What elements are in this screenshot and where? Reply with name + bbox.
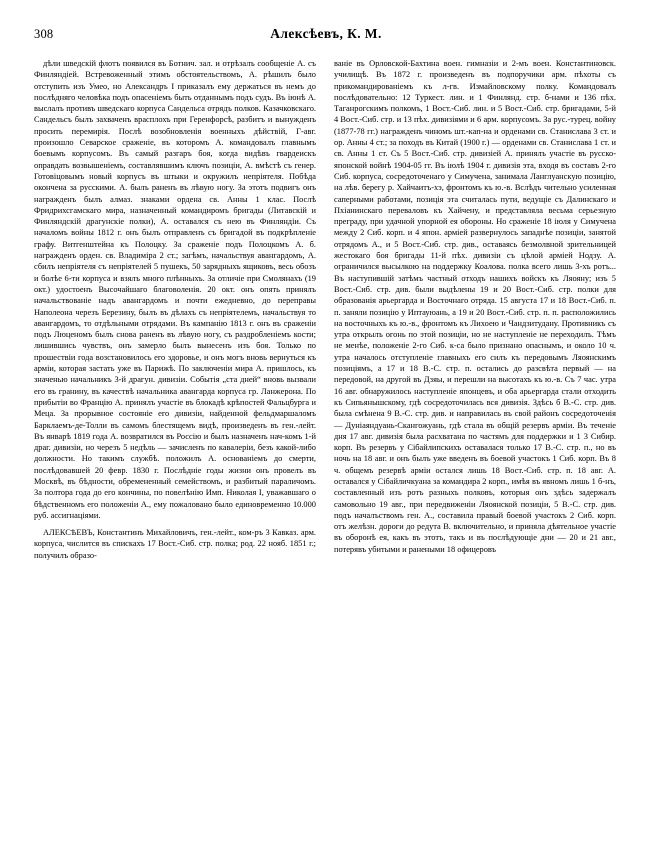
entry-heading-alekseev: АЛЕКСѢЕВЪ, Константинъ Михайловичъ, ген.-лейт., ком-ръ 3 Кавказ. арм. корпуса, числится въ спискахъ 17 Вост.-Сиб. стр. полка; род. 22 нояб. 1851 г.; получилъ образо- (34, 528, 316, 560)
text-columns (34, 58, 616, 848)
paragraph: дѣли шведскій флотъ появился въ Ботнич. зал. и отрѣзалъ сообщеніе А. съ Финляндіей. Встревоженный этимъ обстоятельствомъ, А. рѣшилъ было отступить изъ Умео, но Александръ I приказалъ ему держаться въ немъ до послѣдняго человѣка подъ опасеніемъ быть отданнымъ подъ судъ. Въ іюнѣ А. выслалъ противъ шведскаго корпуса Сандельса отрядъ полков. Казачковскаго. Сандельсъ былъ захваченъ врасплохъ при Геренфорсѣ, разбитъ и вынужденъ просить перемирія. Послѣ возобновленія военныхъ дѣйствій, Г-авг. произошло Севарское сраженіе, въ которомъ А. командовалъ главнымъ боевымъ корпусомъ. Въ самый разгаръ боя, когда видѣвъ гвардеискъ оправдать возвышеніемъ, составлявшимъ ключъ позиціи, А. вмѣстѣ съ генер. Готовіцовымъ новый корпусъ въ штыки и окружилъ непріятеля. Побѣда окончена за русскими. А. былъ раненъ въ лѣвую ногу. За этотъ подвигъ онъ награжденъ былъ алмаз. знаками ордена св. Анны 1 клас. Послѣ Фридрихсгамскаго мира, назначенный командиромъ бригады (Литавскій и Финляндскій драгунскіе полки), А. оставался съ нею въ Финляндіи. Съ началомъ войны 1812 г. онъ былъ отправленъ съ бригадой въ подкрѣпленіе графу. Витгенштейна къ Полоцку. За сраженіе подъ Полоцкомъ А. б. награжденъ орден. св. Владиміра 2 ст.; загѣмъ, начальствуя авангардомъ, А. сбилъ непріятеля съ непріятелей 5 пушекъ, 50 зарядныхъ ящиковъ, весь обозъ и болѣе 6-ти корпуса и взялъ много плѣнныхъ. За отличіе при Смолянахъ (19 окт.) удостоенъ Высочайшаго благоволенія. 20 окт. онъ опять принялъ начальствованіе надъ авангардомъ и почти ежедневно, до переправы Наполеона черезъ Березину, былъ въ дѣлахъ съ непріятелемъ, начальствуя то авангардомъ, то отдѣльными отрядами. Въ кампанію 1813 г. онъ въ сраженіи подъ Люценомъ былъ снова раненъ въ лѣвую ногу, съ раздробленіемъ кости; лишившись чувствъ, онъ замерло былъ вынесенъ изъ боя. Только по прошествіи года возстановилось его здоровье, и онъ могъ вновь вернуться къ арміи, которая застать уже въ Парижѣ. По заключеніи мира А. пришлось, къ значенью начальникъ 3-й драгун. дивизіи. Событія „ста дней“ вновь вызвали его въ гранину, въ качествѣ начальника авангарда корпуса гр. Ланжерона. По прибытіи во Францію А. принялъ участіе въ блокадѣ крѣпостей Фальцбурга и Меца. За прорывное состояніе его дивизіи, найденной фельдмаршаломъ Барклаемъ-де-Толли въ самомъ блестящемъ видѣ, произведенъ въ ген.-лейт. Въ январѣ 1819 года А. возвратился въ Россію и былъ назначенъ нач-комъ 1-й драг. дивизіи, но черезъ 5 недѣль — зачисленъ по кавалеріи, безъ какой-либо должности. Но такимъ службѣ. положилъ А. основаніемъ до смерти, послѣдовавшей 20 февр. 1830 г. Послѣдніе годы жизни онъ провелъ въ Москвѣ, въ бѣдности, обремененный семействомъ, и разбитый параличомъ. За полтора года до его кончины, по повелѣнію Имп. Николая I, уважавшаго о бѣдственномъ его положеніи А., ему пожаловано было единовременно 10.000 руб. ассигнаціями. (34, 59, 316, 520)
paragraph: ваніе въ Орловской-Бахтина воен. гимназіи и 2-мъ воен. Константиновск. училищѣ. Въ 1872 г. произведенъ въ подпоручики арм. пѣхоты съ прикомандированіемъ къ л-гв. Измайловскому полку. Командовалъ послѣдовательно: 12 Туркест. лин. и 1 Финлянд. стр. б-нами и 136 пѣх. Таганрогскимъ полкомъ, 1 Вост.-Сиб. лин. и 5 Вост.-Сиб. стр. бригадами, 5-й 4 Вост.-Сиб. стр. и 13 пѣх. дивизіями и 6 арм. корпусомъ. За рус.-турец. войну (1877-78 гг.) награжденъ чиномъ шт.-кап-на и орденами св. Станислава 3 ст. и ор. Анны 4 ст.; за походъ въ Китай (1900 г.) — орденами св. Станислава 1 ст. и св. Анны 1 ст. Съ 5 Вост.-Сиб. стр. дивизіей А. принялъ участіе въ русско-японской войнѣ 1904-05 гг. Въ іюлѣ 1904 г. дивизія эта, входя въ составъ 2-го Сиб. корпуса, сосредоточенаго у Симучена, занимала Ланглуанскую позицію, на лѣв. берегу р. Хайчаитъ-хэ, фронтомъ къ ю.-в. Вслѣдъ чительно усиленная саперными работами, позиція эта считалась пути, ведущіе съ Далинскаго и Пхіанинскаго переваловъ къ Хайчену, и представляла весьма серьезную преграду, при удачной упорной ея обороны. Но сраженіе 18 іюля у Симучена между 2 Сиб. корп. и 4 япон. арміей развернулось западнѣе позиціи, занятой отрядомъ А., и 5 Вост.-Сиб. стр. див., оставаясь безмолвной зрительницей жестокаго боя бригады 11-й пѣх. дивизіи съ цѣлой арміей Нодзу. А. ограничился высылкою на поддержку Коалова. полка всего лишь 3-хъ ротъ... Въ наступившій затѣмъ частный отходъ нашихъ войскъ къ Ляояну; изъ 5 Вост.-Сиб. стр. див. были выдѣлены 19 и 20 Вост.-Сиб. стр. полки для образованія арьергарда и Восточнаго отряда. 15 августа 17 и 18 Вост.-Сиб. п. п. заняли позицію у Иптауюань, а 19 и 20 Вост.-Сиб. стр. п. п. расположились на восточныхъ къ ю.-в., фронтомъ къ Лихоею и Чандзитудану. Противникъ съ утра открылъ огонь по этой позиціи, но не наступленіе не переходилъ. Тѣмъ не менѣе, положеніе 2-го Сиб. к-са было признано опаснымъ, и около 10 ч. утра началось отступленіе главныхъ его силъ къ передовымъ Ляоянскимъ позиціямъ, а 17 и 18 В.-С. стр. п. остались до разсвѣта первый — на передовой, на другой въ Дзяы, и перешли на высотахъ къ ю.-в. Съ 7 час. утра 16 авг. обнаружилось наступленіе японцевъ, и оба арьергарда стали отходить къ Сипьянышскому, гдѣ сосредоточилась вся дивизія. Здѣсь б В.-С. стр. див. была смѣнена 9 В.-С. стр. див. и направилась въ свой районъ сосредоточенія — Дуніаяндуань-Скангожуань, гдѣ стала въ общій резервъ арміи. Въ теченіе дня 17 авг. дивизія была расхватана по частямъ для поддержки и 1 3 Сибир. корп. Въ резервъ у Сібайлипскихъ оставалася только 17 В.-С. стр. п., но въ ночь на 18 авг. и онъ былъ уже введенъ въ боевой участокъ 1 Сиб. корп. Въ 8 ч. общемъ резервѣ арміи остался лишь 18 Вост.-Сиб. стр. п. 18 авг. А. оставался у Сібайличкуана за командира 2 корп., имѣя въ явномъ лишь 1 б-нъ, составленный изъ ротъ разныхъ полковъ, которыя онъ здѣсь задержалъ самовольно 19 авг., при передвиженіи Ляоянской позиціи, 5 В.-С. стр. див. подъ началъствомъ ген. А., составила правый боевой участокъ 2 Сиб. корп. отъ желѣзн. дороги до редута В. включительно, и приняла дѣятельное участіе въ оборонѣ ея, какъ въ этотъ, такъ и въ послѣдующіе дни — 20 и 21 авг., потерявъ убитыми и ранеными 18 офицеровъ (334, 59, 616, 554)
page-header (34, 26, 616, 48)
column-right (334, 58, 616, 848)
running-title: Алексѣевъ, К. М. (270, 26, 382, 41)
column-left (34, 58, 316, 848)
page-number: 308 (34, 27, 54, 41)
